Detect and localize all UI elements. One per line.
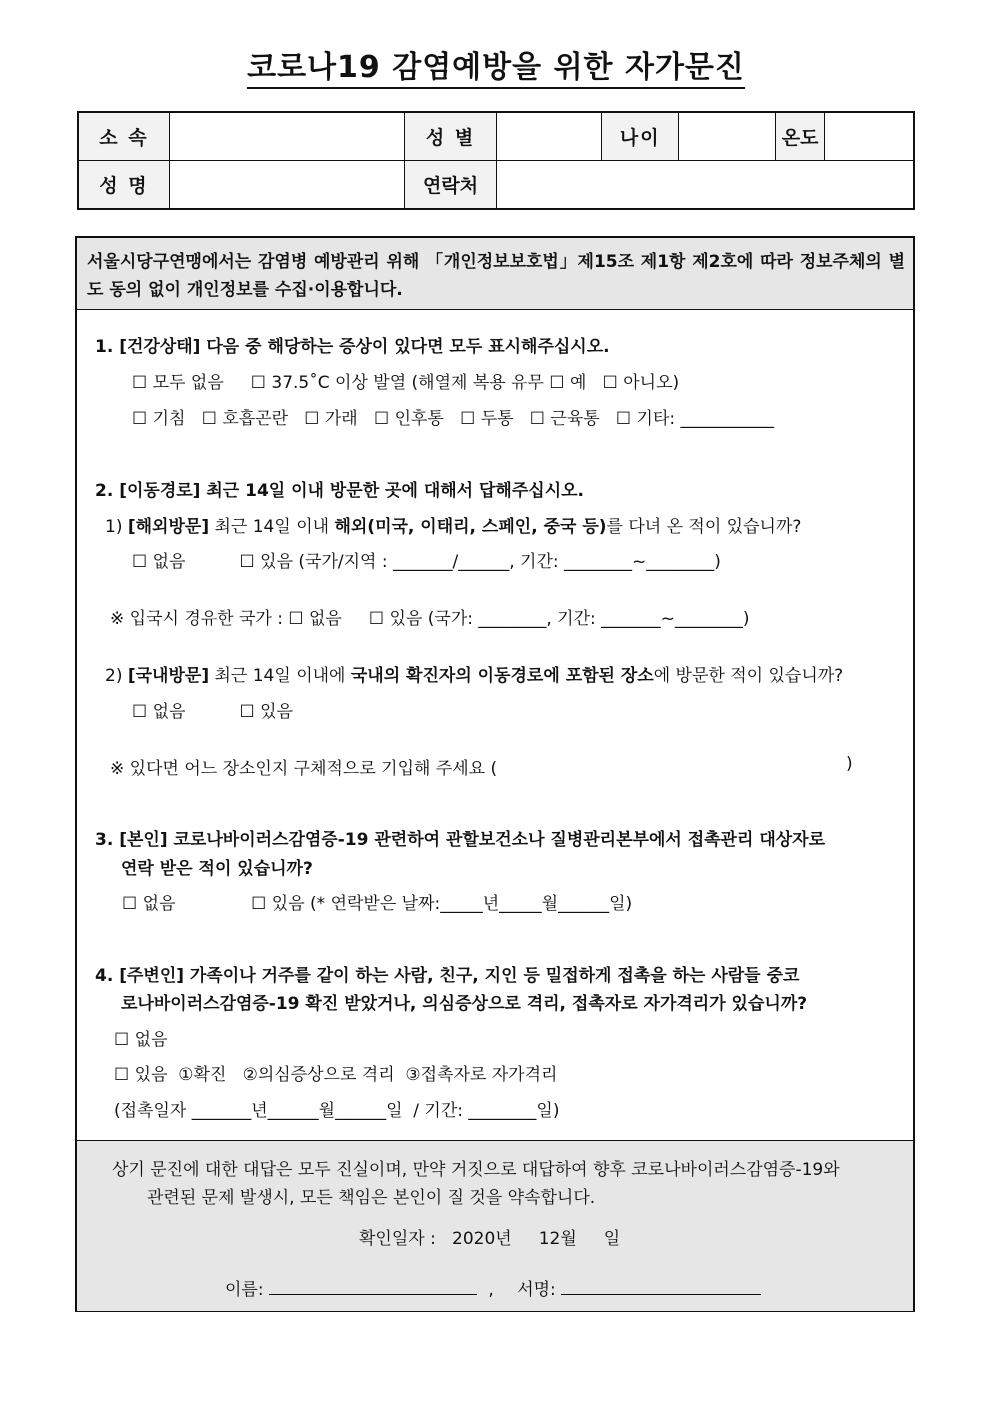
affiliation-label: 소 속 — [78, 112, 169, 161]
q4-option-none[interactable]: ☐ 없음 — [114, 1030, 168, 1050]
pledge-line2: 관련된 문제 발생시, 모든 책임은 본인이 질 것을 약속합니다. — [147, 1188, 596, 1208]
q4-heading-line1: 4. [주변인] 가족이나 거주를 같이 하는 사람, 친구, 지인 등 밀접하게 접촉을 하는 사람들 중코 — [95, 966, 800, 986]
affiliation-field[interactable] — [169, 112, 404, 161]
contact-field[interactable] — [497, 161, 914, 210]
name-sign-label: 이름: — [225, 1280, 264, 1300]
q2-sub2-prefix: 2) — [105, 666, 123, 686]
name-sign-line[interactable] — [269, 1293, 477, 1295]
temperature-field[interactable] — [825, 112, 914, 161]
q3-heading-line2: 연락 받은 적이 있습니까? — [121, 859, 313, 879]
q3-options[interactable]: ☐ 없음 ☐ 있음 (* 연락받은 날짜:_____년_____월______일) — [122, 894, 633, 914]
page-title-text: 코로나19 감염예방을 위한 자가문진 — [247, 50, 745, 89]
q4-heading-line2: 로나바이러스감염증-19 확진 받았거나, 의심증상으로 격리, 접촉자로 자가격리가 있습니까? — [121, 994, 808, 1014]
q2-sub2-question — [105, 661, 843, 686]
q1-options-row1[interactable]: ☐ 모두 없음 ☐ 37.5˚C 이상 발열 (해열제 복용 유무 ☐ 예 ☐ 아니오) — [132, 373, 680, 393]
signature-row — [225, 1275, 761, 1300]
q4-option-yes[interactable]: ☐ 있음 ①확진 ②의심증상으로 격리 ③접촉자로 자가격리 — [114, 1065, 558, 1085]
privacy-notice: 서울시당구연맹에서는 감염병 예방관리 위해 「개인정보보호법」제15조 제1항 제2호에 따라 정보주체의 별도 동의 없이 개인정보를 수집·이용합니다. — [77, 238, 913, 310]
q1-options-row2[interactable]: ☐ 기침 ☐ 호흡곤란 ☐ 가래 ☐ 인후통 ☐ 두통 ☐ 근육통 ☐ 기타: ___________ — [132, 409, 775, 429]
sign-line[interactable] — [561, 1293, 761, 1295]
gender-field[interactable] — [497, 112, 602, 161]
q2-sub1-bold: 해외(미국, 이태리, 스페인, 중국 등) — [334, 517, 607, 537]
info-table — [77, 111, 915, 210]
q2-sub1-text-a: 최근 14일 이내 — [209, 517, 335, 537]
temperature-label: 온도 — [776, 112, 825, 161]
sign-label: 서명: — [517, 1280, 556, 1300]
q4-contact-date[interactable]: (접촉일자 _______년______월______일 / 기간: ________일) — [114, 1101, 560, 1121]
q2-sub2-tag: [국내방문] — [127, 666, 210, 686]
q2-sub1-question — [105, 512, 801, 537]
signature-comma: , — [488, 1280, 494, 1300]
gender-label: 성 별 — [404, 112, 497, 161]
contact-label: 연락처 — [404, 161, 497, 210]
name-field[interactable] — [169, 161, 404, 210]
q1-heading: 1. [건강상태] 다음 중 해당하는 증상이 있다면 모두 표시해주십시오. — [95, 337, 610, 357]
age-label: 나이 — [602, 112, 679, 161]
q2-sub2-bold: 국내의 확진자의 이동경로에 포함된 장소 — [350, 666, 654, 686]
name-label: 성 명 — [78, 161, 169, 210]
q2-sub1-tag: [해외방문] — [127, 517, 210, 537]
q2-sub2-options[interactable]: ☐ 없음 ☐ 있음 — [132, 702, 294, 722]
q3-heading-line1: 3. [본인] 코로나바이러스감염증-19 관련하여 관할보건소나 질병관리본부에서 접촉관리 대상자로 — [95, 830, 826, 850]
q2-sub1-options[interactable]: ☐ 없음 ☐ 있음 (국가/지역 : _______/______, 기간: ________~________) — [132, 552, 721, 572]
q2-sub1-prefix: 1) — [105, 517, 123, 537]
q2-sub1-text-b: 를 다녀 온 적이 있습니까? — [606, 517, 802, 537]
pledge-section — [77, 1140, 913, 1311]
age-field[interactable] — [679, 112, 776, 161]
confirm-date: 확인일자 : 2020년 12월 일 — [359, 1229, 621, 1249]
q2-heading: 2. [이동경로] 최근 14일 이내 방문한 곳에 대해서 답해주십시오. — [95, 481, 584, 501]
info-row-2 — [78, 161, 914, 210]
q2-sub2-text-a: 최근 14일 이내에 — [209, 666, 351, 686]
pledge-line1: 상기 문진에 대한 대답은 모두 진실이며, 만약 거짓으로 대답하여 향후 코로나바이러스감염증-19와 — [112, 1160, 840, 1180]
page-title — [0, 42, 992, 86]
q2-sub2-place-close: ) — [846, 754, 853, 774]
q2-sub1-transit-note[interactable]: ※ 입국시 경유한 국가 : ☐ 없음 ☐ 있음 (국가: ________, 기간: _______~________) — [110, 609, 750, 629]
info-row-1 — [78, 112, 914, 161]
q2-sub2-place-note: ※ 있다면 어느 장소인지 구체적으로 기입해 주세요 ( — [110, 759, 498, 779]
q2-sub2-text-b: 에 방문한 적이 있습니까? — [653, 666, 844, 686]
questionnaire-box — [75, 236, 915, 1312]
